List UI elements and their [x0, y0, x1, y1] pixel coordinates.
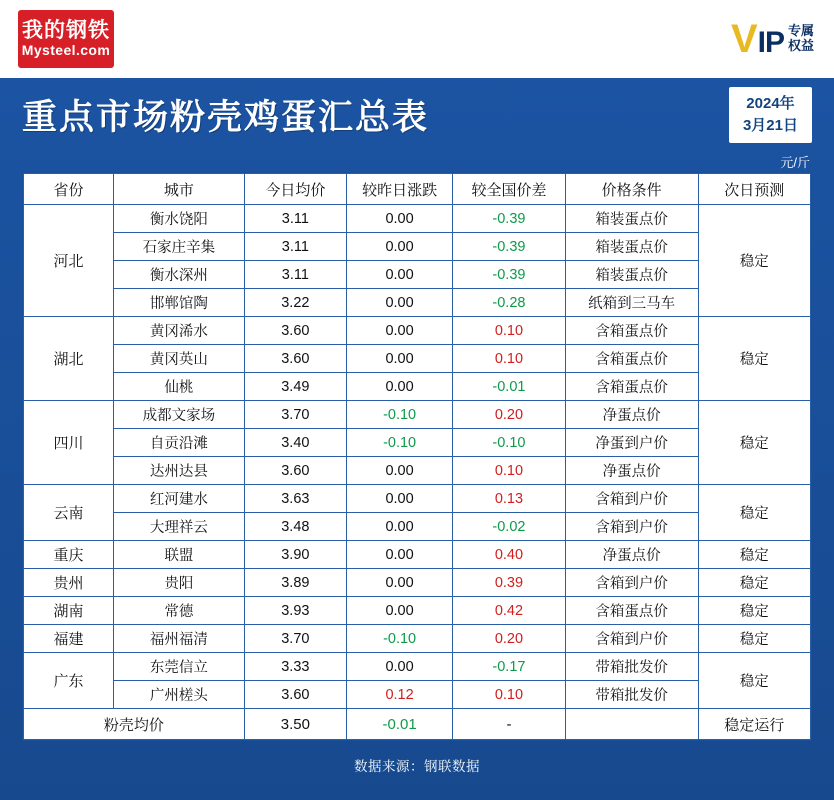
national-diff-cell: -0.39 — [453, 233, 565, 261]
national-diff-cell: 0.20 — [453, 401, 565, 429]
national-diff-cell: -0.39 — [453, 261, 565, 289]
title-row — [0, 78, 834, 152]
avg-price-cell: 3.40 — [244, 429, 346, 457]
forecast-cell: 稳定 — [698, 401, 810, 485]
forecast-cell: 稳定 — [698, 485, 810, 541]
data-source-note: 数据来源：钢联数据 — [354, 759, 480, 774]
province-cell: 湖北 — [24, 317, 114, 401]
city-cell: 仙桃 — [113, 373, 244, 401]
price-condition-cell: 净蛋点价 — [565, 401, 698, 429]
logo-chinese-text: 我的钢铁 — [22, 19, 110, 43]
mysteel-logo — [18, 10, 114, 68]
province-cell: 重庆 — [24, 541, 114, 569]
city-cell: 邯郸馆陶 — [113, 289, 244, 317]
price-condition-cell: 净蛋点价 — [565, 541, 698, 569]
price-condition-cell: 纸箱到三马车 — [565, 289, 698, 317]
date-day: 3月21日 — [742, 117, 798, 134]
logo-badge — [18, 10, 114, 68]
table-header — [24, 174, 811, 205]
price-condition-cell: 含箱蛋点价 — [565, 373, 698, 401]
table-row — [24, 317, 811, 345]
forecast-cell: 稳定 — [698, 317, 810, 401]
summary-forecast-cell: 稳定运行 — [698, 709, 810, 740]
price-condition-cell: 含箱到户价 — [565, 513, 698, 541]
day-change-cell: 0.00 — [346, 653, 452, 681]
avg-price-cell: 3.90 — [244, 541, 346, 569]
table-row — [24, 625, 811, 653]
summary-avg-cell: 3.50 — [244, 709, 346, 740]
vip-letters-ip: IP — [757, 26, 784, 59]
column-header-day-change: 较昨日涨跌 — [346, 174, 452, 205]
day-change-cell: 0.00 — [346, 569, 452, 597]
price-condition-cell: 含箱蛋点价 — [565, 317, 698, 345]
summary-row — [24, 709, 811, 740]
city-cell: 大理祥云 — [113, 513, 244, 541]
province-cell: 四川 — [24, 401, 114, 485]
avg-price-cell: 3.63 — [244, 485, 346, 513]
province-cell: 广东 — [24, 653, 114, 709]
national-diff-cell: -0.10 — [453, 429, 565, 457]
avg-price-cell: 3.11 — [244, 233, 346, 261]
city-cell: 衡水深州 — [113, 261, 244, 289]
avg-price-cell: 3.49 — [244, 373, 346, 401]
national-diff-cell: 0.10 — [453, 457, 565, 485]
day-change-cell: 0.00 — [346, 289, 452, 317]
day-change-cell: 0.00 — [346, 457, 452, 485]
forecast-cell: 稳定 — [698, 597, 810, 625]
table-row — [24, 681, 811, 709]
summary-diff-cell: - — [453, 709, 565, 740]
column-header-city: 城市 — [113, 174, 244, 205]
vip-badge — [730, 17, 820, 61]
day-change-cell: 0.12 — [346, 681, 452, 709]
avg-price-cell: 3.60 — [244, 317, 346, 345]
table-row — [24, 233, 811, 261]
city-cell: 黄冈英山 — [113, 345, 244, 373]
national-diff-cell: 0.13 — [453, 485, 565, 513]
forecast-cell: 稳定 — [698, 541, 810, 569]
national-diff-cell: -0.39 — [453, 205, 565, 233]
city-cell: 红河建水 — [113, 485, 244, 513]
day-change-cell: 0.00 — [346, 485, 452, 513]
day-change-cell: 0.00 — [346, 317, 452, 345]
price-condition-cell: 含箱到户价 — [565, 569, 698, 597]
table-row — [24, 205, 811, 233]
national-diff-cell: 0.39 — [453, 569, 565, 597]
day-change-cell: 0.00 — [346, 261, 452, 289]
day-change-cell: -0.10 — [346, 401, 452, 429]
price-condition-cell: 含箱到户价 — [565, 625, 698, 653]
price-table — [23, 173, 811, 740]
avg-price-cell: 3.48 — [244, 513, 346, 541]
day-change-cell: -0.10 — [346, 625, 452, 653]
table-row — [24, 653, 811, 681]
logo-english-text: Mysteel.com — [21, 41, 111, 58]
avg-price-cell: 3.89 — [244, 569, 346, 597]
city-cell: 常德 — [113, 597, 244, 625]
price-condition-cell: 箱装蛋点价 — [565, 233, 698, 261]
city-cell: 福州福清 — [113, 625, 244, 653]
forecast-cell: 稳定 — [698, 625, 810, 653]
province-cell: 云南 — [24, 485, 114, 541]
national-diff-cell: -0.28 — [453, 289, 565, 317]
national-diff-cell: 0.20 — [453, 625, 565, 653]
national-diff-cell: 0.10 — [453, 317, 565, 345]
avg-price-cell: 3.22 — [244, 289, 346, 317]
summary-change-cell: -0.01 — [346, 709, 452, 740]
city-cell: 自贡沿滩 — [113, 429, 244, 457]
column-header-price-condition: 价格条件 — [565, 174, 698, 205]
national-diff-cell: -0.02 — [453, 513, 565, 541]
vip-mark — [730, 17, 784, 61]
avg-price-cell: 3.60 — [244, 345, 346, 373]
day-change-cell: 0.00 — [346, 513, 452, 541]
day-change-cell: 0.00 — [346, 541, 452, 569]
day-change-cell: -0.10 — [346, 429, 452, 457]
national-diff-cell: 0.42 — [453, 597, 565, 625]
city-cell: 成都文家场 — [113, 401, 244, 429]
province-cell: 贵州 — [24, 569, 114, 597]
avg-price-cell: 3.70 — [244, 401, 346, 429]
avg-price-cell: 3.70 — [244, 625, 346, 653]
price-condition-cell: 含箱到户价 — [565, 485, 698, 513]
summary-condition-cell — [565, 709, 698, 740]
national-diff-cell: -0.01 — [453, 373, 565, 401]
table-row — [24, 261, 811, 289]
table-body — [24, 205, 811, 740]
national-diff-cell: -0.17 — [453, 653, 565, 681]
province-cell: 河北 — [24, 205, 114, 317]
page-title: 重点市场粉壳鸡蛋汇总表 — [22, 98, 430, 137]
table-row — [24, 485, 811, 513]
vip-subtitle: 专属权益 — [788, 23, 815, 53]
avg-price-cell: 3.60 — [244, 681, 346, 709]
price-condition-cell: 含箱蛋点价 — [565, 597, 698, 625]
table-row — [24, 541, 811, 569]
day-change-cell: 0.00 — [346, 205, 452, 233]
forecast-cell: 稳定 — [698, 569, 810, 597]
top-bar — [0, 0, 834, 78]
day-change-cell: 0.00 — [346, 597, 452, 625]
date-badge — [729, 87, 812, 143]
avg-price-cell: 3.11 — [244, 205, 346, 233]
unit-label: 元/斤 — [780, 155, 810, 170]
table-row — [24, 373, 811, 401]
avg-price-cell: 3.60 — [244, 457, 346, 485]
price-table-container — [22, 172, 812, 741]
price-condition-cell: 带箱批发价 — [565, 653, 698, 681]
table-row — [24, 429, 811, 457]
city-cell: 东莞信立 — [113, 653, 244, 681]
day-change-cell: 0.00 — [346, 345, 452, 373]
column-header-next-day-forecast: 次日预测 — [698, 174, 810, 205]
table-row — [24, 401, 811, 429]
national-diff-cell: 0.10 — [453, 345, 565, 373]
national-diff-cell: 0.40 — [453, 541, 565, 569]
column-header-province: 省份 — [24, 174, 114, 205]
city-cell: 石家庄辛集 — [113, 233, 244, 261]
summary-label-cell: 粉壳均价 — [24, 709, 245, 740]
price-condition-cell: 净蛋到户价 — [565, 429, 698, 457]
avg-price-cell: 3.93 — [244, 597, 346, 625]
city-cell: 达州达县 — [113, 457, 244, 485]
column-header-national-diff: 较全国价差 — [453, 174, 565, 205]
price-condition-cell: 含箱蛋点价 — [565, 345, 698, 373]
table-header-row — [24, 174, 811, 205]
national-diff-cell: 0.10 — [453, 681, 565, 709]
forecast-cell: 稳定 — [698, 205, 810, 317]
table-row — [24, 569, 811, 597]
city-cell: 广州槎头 — [113, 681, 244, 709]
price-condition-cell: 箱装蛋点价 — [565, 261, 698, 289]
avg-price-cell: 3.11 — [244, 261, 346, 289]
province-cell: 福建 — [24, 625, 114, 653]
table-row — [24, 597, 811, 625]
day-change-cell: 0.00 — [346, 373, 452, 401]
table-row — [24, 345, 811, 373]
forecast-cell: 稳定 — [698, 653, 810, 709]
price-condition-cell: 带箱批发价 — [565, 681, 698, 709]
day-change-cell: 0.00 — [346, 233, 452, 261]
city-cell: 联盟 — [113, 541, 244, 569]
province-cell: 湖南 — [24, 597, 114, 625]
date-year: 2024年 — [746, 95, 795, 113]
column-header-avg-price: 今日均价 — [244, 174, 346, 205]
table-row — [24, 513, 811, 541]
table-row — [24, 289, 811, 317]
table-row — [24, 457, 811, 485]
city-cell: 贵阳 — [113, 569, 244, 597]
city-cell: 衡水饶阳 — [113, 205, 244, 233]
city-cell: 黄冈浠水 — [113, 317, 244, 345]
price-condition-cell: 箱装蛋点价 — [565, 205, 698, 233]
avg-price-cell: 3.33 — [244, 653, 346, 681]
price-condition-cell: 净蛋点价 — [565, 457, 698, 485]
vip-letter-v: V — [730, 17, 758, 61]
